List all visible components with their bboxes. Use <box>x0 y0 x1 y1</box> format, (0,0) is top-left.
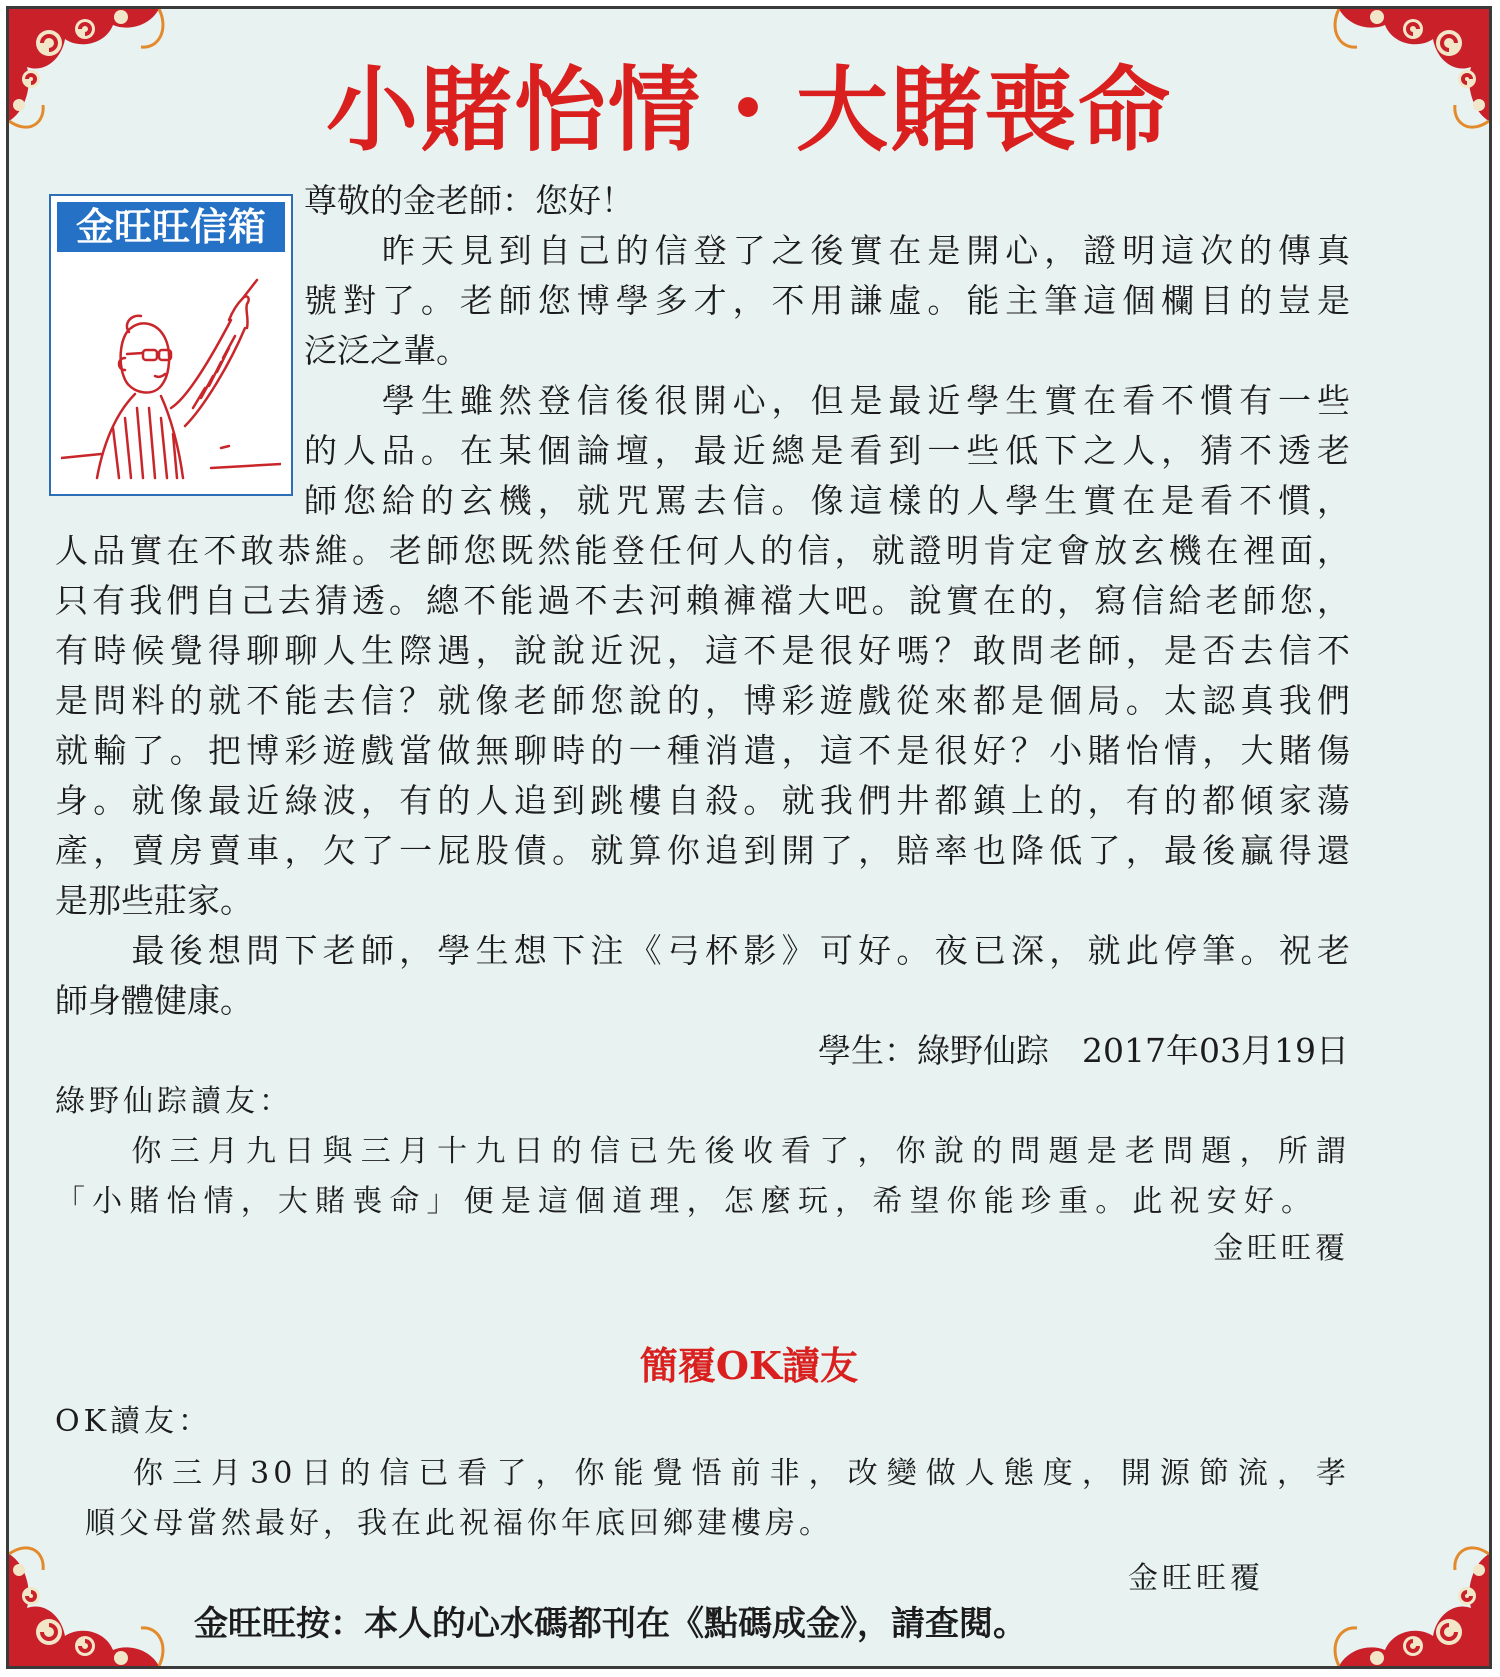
teacher-pointing-illustration <box>61 258 281 480</box>
letter-line: 就輸了。把博彩遊戲當做無聊時的一種消遣，這不是很好？小賭怡情，大賭傷 <box>55 731 1350 770</box>
reply-sign: 金旺旺覆 <box>1128 1561 1264 1596</box>
corner-ornament-bottom-right <box>1319 1496 1489 1666</box>
footer-note: 金旺旺按：本人的心水碼都刊在《點碼成金》，請查閱。 <box>194 1604 1027 1644</box>
letter-line: 昨天見到自己的信登了之後實在是開心，證明這次的傳真 <box>304 231 1350 270</box>
letter-line: 泛泛之輩。 <box>304 331 469 370</box>
letter-line: 是那些莊家。 <box>55 881 253 920</box>
mailbox-label: 金旺旺信箱 <box>57 202 285 252</box>
letter-line: 人品實在不敢恭維。老師您既然能登任何人的信，就證明肯定會放玄機在裡面， <box>55 531 1350 570</box>
letter-line: 身。就像最近綠波，有的人追到跳樓自殺。就我們井都鎮上的，有的都傾家蕩 <box>55 781 1350 820</box>
letter-line: 尊敬的金老師：您好！ <box>304 181 634 220</box>
letter-line: 號對了。老師您博學多才，不用謙虛。能主筆這個欄目的豈是 <box>304 281 1350 320</box>
letter-line: 有時候覺得聊聊人生際遇，說說近況，這不是很好嗎？敢問老師，是否去信不 <box>55 631 1350 670</box>
letter-line: 只有我們自己去猜透。總不能過不去河賴褲襠大吧。說實在的，寫信給老師您， <box>55 581 1350 620</box>
column-title: 小賭怡情・大賭喪命 <box>325 57 1172 164</box>
letter-line: 師您給的玄機，就咒罵去信。像這樣的人學生實在是看不慣， <box>304 481 1350 520</box>
mailbox-logo <box>49 194 293 496</box>
reply-salutation: OK讀友： <box>55 1404 213 1439</box>
brief-reply-heading: 簡覆OK讀友 <box>639 1343 859 1388</box>
reply-line: 你三月30日的信已看了，你能覺悟前非，改變做人態度，開源節流，孝 <box>55 1456 1350 1491</box>
reply-salutation: 綠野仙踪讀友： <box>55 1084 293 1119</box>
newspaper-column <box>6 6 1492 1669</box>
letter-signature: 學生：綠野仙踪 2017年03月19日 <box>818 1031 1349 1070</box>
letter-line: 產，賣房賣車，欠了一屁股債。就算你追到開了，賠率也降低了，最後贏得還 <box>55 831 1350 870</box>
reply-line: 順父母當然最好，我在此祝福你年底回鄉建樓房。 <box>85 1506 833 1541</box>
reply-line: 「小賭怡情，大賭喪命」便是這個道理，怎麼玩，希望你能珍重。此祝安好。 <box>55 1184 1315 1219</box>
letter-line: 師身體健康。 <box>55 981 253 1020</box>
letter-line: 學生雖然登信後很開心，但是最近學生實在看不慣有一些 <box>304 381 1350 420</box>
reply-sign: 金旺旺覆 <box>1213 1231 1349 1266</box>
letter-line: 的人品。在某個論壇，最近總是看到一些低下之人，猜不透老 <box>304 431 1350 470</box>
letter-line: 最後想問下老師，學生想下注《弓杯影》可好。夜已深，就此停筆。祝老 <box>55 931 1350 970</box>
letter-line: 是問料的就不能去信？就像老師您說的，博彩遊戲從來都是個局。太認真我們 <box>55 681 1350 720</box>
reply-line: 你三月九日與三月十九日的信已先後收看了，你說的問題是老問題，所謂 <box>55 1134 1350 1169</box>
